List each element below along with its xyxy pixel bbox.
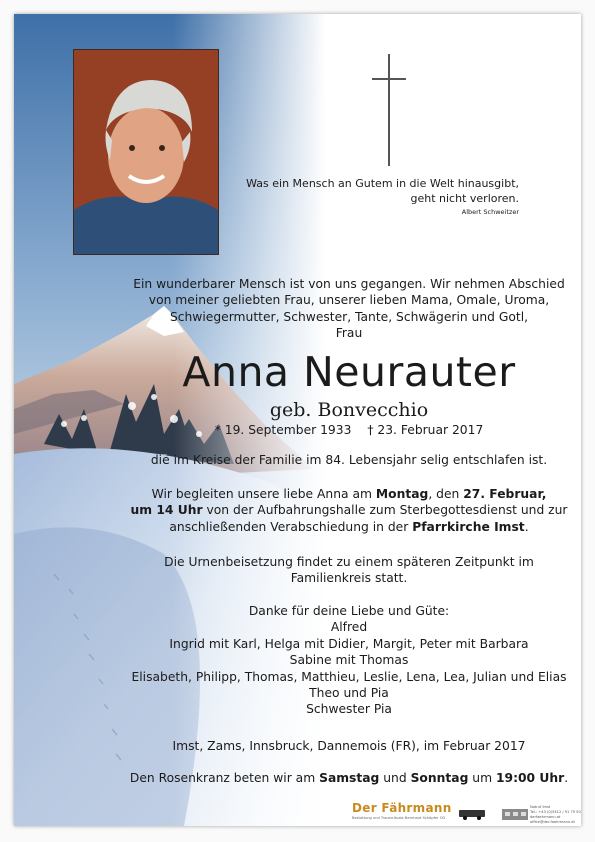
obituary-card <box>14 14 581 826</box>
hearse-icon <box>458 806 486 820</box>
cross-icon <box>372 54 406 166</box>
intro-text <box>124 276 574 342</box>
quote-line: geht nicht verloren. <box>410 192 519 205</box>
ceremony-text: Wir begleiten unsere liebe Anna am Montag, den 27. Februar, um 14 Uhr von der Aufbahrungshalle zum Sterbegottesdienst und zur anschließenden Verabschiedung in der Pfarrkirche Imst. <box>130 487 568 534</box>
thanks-section <box>124 603 574 718</box>
contact-info: Notruf Imst Tel.: +43 (0)5412 / 91 79 50 derfaehrmann.at office@der-faehrmann.at <box>530 805 581 824</box>
place-date: Imst, Zams, Innsbruck, Dannemois (FR), im Februar 2017 <box>172 739 526 753</box>
brand-name: Der Fährmann <box>352 801 452 815</box>
family-line: Alfred <box>330 620 368 635</box>
intro-line: von meiner geliebten Frau, unserer lieben Mama, Omale, Uroma, <box>148 293 550 308</box>
birth-date: * 19. September 1933 <box>214 423 352 437</box>
family-line: Schwester Pia <box>306 702 392 717</box>
family-line: Elisabeth, Philipp, Thomas, Matthieu, Leslie, Lena, Lea, Julian und Elias <box>131 669 567 684</box>
brand-subtitle: Bestattung und Trauerrituale Bernhard Schöpfer OG <box>352 816 446 820</box>
deceased-name: Anna Neurauter <box>182 348 516 396</box>
family-line: Theo und Pia <box>309 686 389 701</box>
family-line: Sabine mit Thomas <box>289 653 409 668</box>
rosary-text: Den Rosenkranz beten wir am Samstag und Sonntag um 19:00 Uhr. <box>129 771 569 785</box>
quote-author: Albert Schweitzer <box>461 208 519 216</box>
intro-line: Frau <box>335 326 363 341</box>
thanks-heading: Danke für deine Liebe und Güte: <box>248 604 450 618</box>
death-date: † 23. Februar 2017 <box>367 423 484 437</box>
intro-line: Ein wunderbarer Mensch ist von uns gegangen. Wir nehmen Abschied <box>133 277 565 291</box>
life-dates <box>164 423 534 437</box>
urn-text: Die Urnenbeisetzung findet zu einem späteren Zeitpunkt im Familienkreis statt. <box>164 555 534 586</box>
intro-line: Schwiegermutter, Schwester, Tante, Schwägerin und Gotl, <box>169 309 529 324</box>
quote-line: Was ein Mensch an Gutem in die Welt hinausgibt, <box>246 177 519 190</box>
quote <box>246 176 519 218</box>
building-icon <box>502 806 528 820</box>
passed-text: die im Kreise der Familie im 84. Lebensjahr selig entschlafen ist. <box>150 453 548 467</box>
family-line: Ingrid mit Karl, Helga mit Didier, Margit, Peter mit Barbara <box>169 636 529 651</box>
maiden-name: geb. Bonvecchio <box>269 399 429 421</box>
portrait-photo <box>73 49 219 255</box>
funeral-home-logo <box>352 801 452 820</box>
